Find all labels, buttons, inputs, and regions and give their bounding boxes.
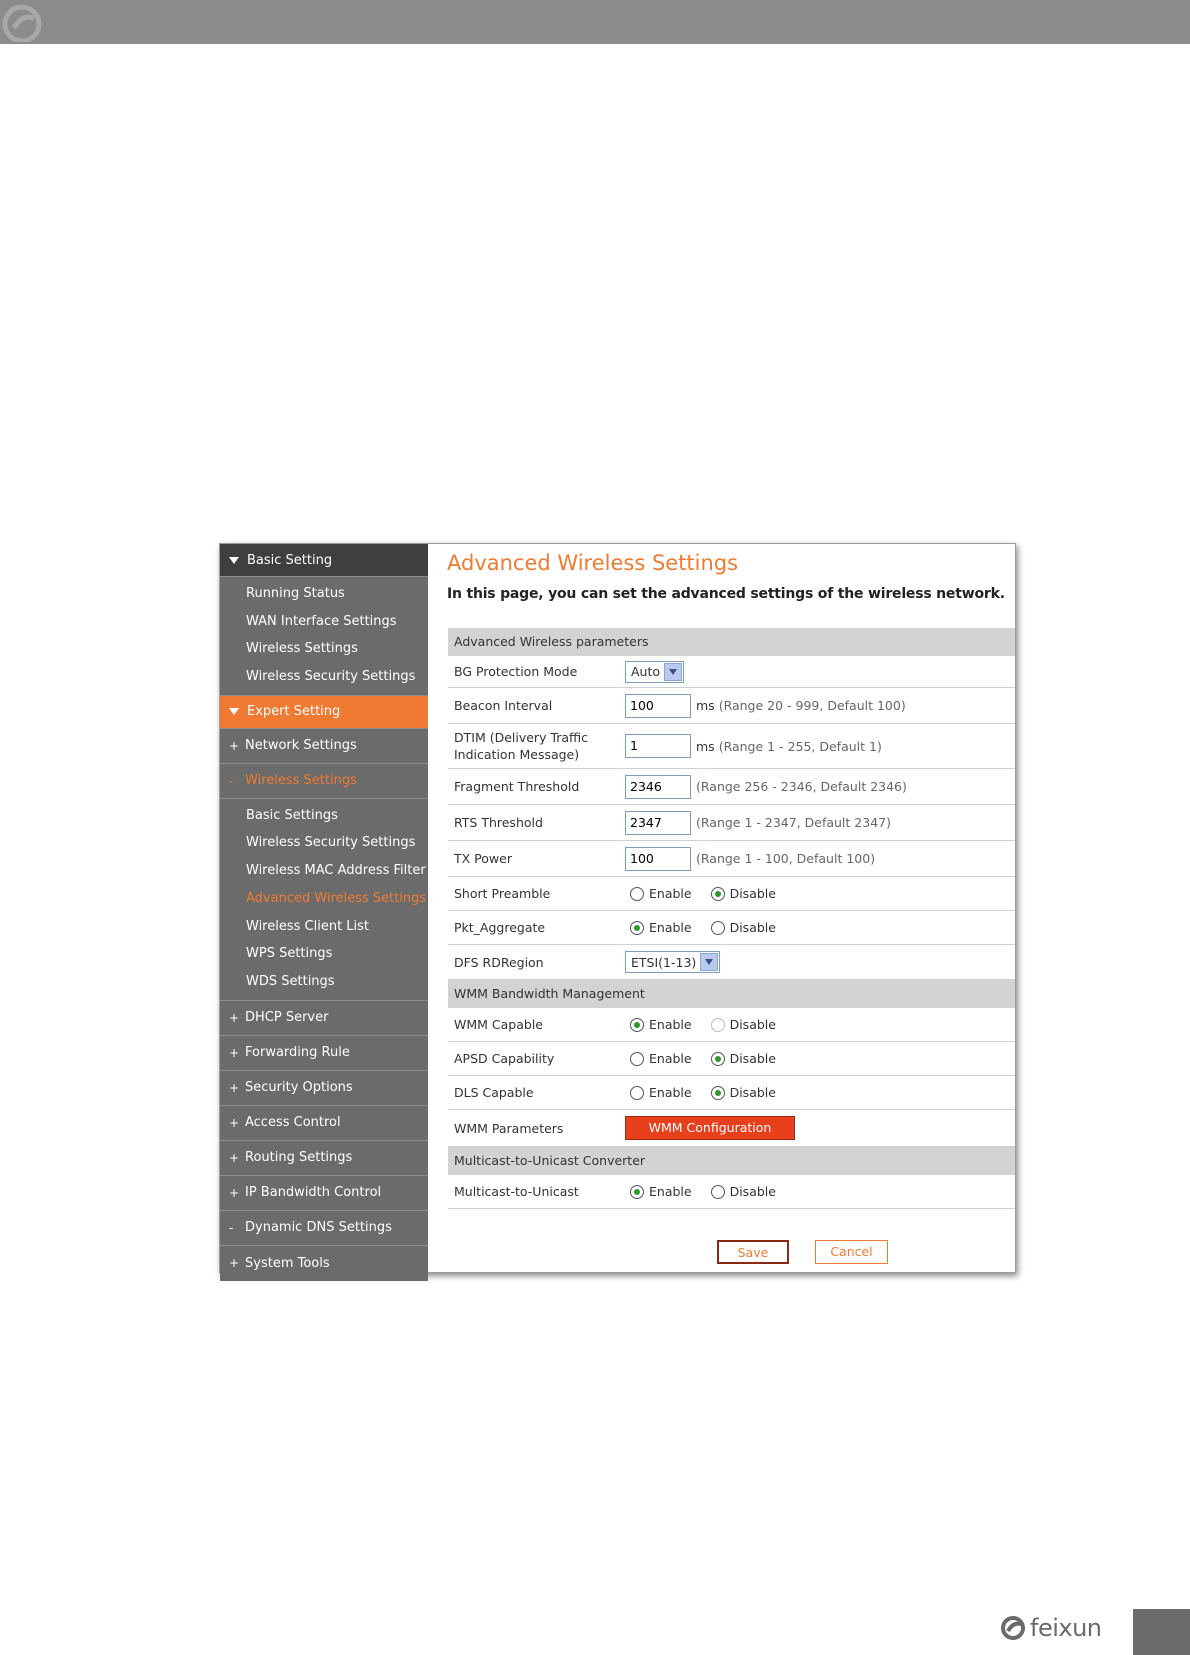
range-hint: (Range 256 - 2346, Default 2346) — [696, 779, 907, 794]
sidebar-section-label: Wireless Settings — [245, 773, 357, 789]
radio-on-icon — [630, 921, 644, 935]
sidebar-section-label: Basic Setting — [247, 552, 333, 568]
sidebar-section-basic-setting[interactable] — [220, 544, 428, 577]
plus-icon: + — [229, 1256, 240, 1271]
field-label: BG Protection Mode — [454, 664, 578, 679]
unit-label: ms — [696, 738, 715, 754]
radio-off-icon — [711, 1018, 725, 1032]
field-label: Short Preamble — [454, 886, 551, 901]
group-header-multicast-to-unicast: Multicast-to-Unicast Converter — [448, 1147, 1015, 1175]
dfs-rdregion-select[interactable] — [625, 951, 720, 973]
sidebar-item-wireless-security-settings[interactable]: Wireless Security Settings — [246, 835, 416, 851]
dtim-input[interactable]: 1 — [625, 734, 691, 758]
sidebar-section-security-options[interactable] — [220, 1071, 428, 1106]
sidebar-section-label: IP Bandwidth Control — [245, 1185, 382, 1201]
rts-threshold-input[interactable]: 2347 — [625, 811, 691, 835]
dls-enable-radio[interactable] — [630, 1085, 692, 1100]
sidebar-item-wireless-settings[interactable]: Wireless Settings — [246, 641, 358, 657]
field-label: Fragment Threshold — [454, 779, 580, 794]
radio-off-icon — [630, 887, 644, 901]
range-hint: (Range 20 - 999, Default 100) — [718, 698, 906, 713]
field-hint — [696, 739, 882, 754]
radio-on-icon — [711, 1086, 725, 1100]
field-label-line1: DTIM (Delivery Traffic — [454, 730, 588, 745]
minus-icon: - — [229, 1220, 234, 1235]
page-number-tab — [1133, 1609, 1190, 1655]
group-header-wmm-bandwidth-management: WMM Bandwidth Management — [448, 980, 1015, 1008]
range-hint: (Range 1 - 255, Default 1) — [718, 738, 882, 754]
chevron-down-icon — [664, 663, 682, 681]
sidebar-section-access-control[interactable] — [220, 1106, 428, 1141]
short-preamble-disable-radio[interactable] — [711, 886, 776, 901]
page-title: Advanced Wireless Settings — [447, 551, 739, 575]
brand-logo-icon — [2, 4, 44, 42]
wmm-configuration-button[interactable]: WMM Configuration — [625, 1116, 795, 1140]
fragment-threshold-input[interactable]: 2346 — [625, 775, 691, 799]
radio-off-icon — [711, 1185, 725, 1199]
radio-on-icon — [711, 1052, 725, 1066]
field-label: DLS Capable — [454, 1085, 534, 1100]
short-preamble-enable-radio[interactable] — [630, 886, 692, 901]
sidebar-item-wds-settings[interactable]: WDS Settings — [246, 973, 335, 989]
sidebar-section-expert-setting[interactable] — [220, 696, 428, 729]
row-apsd-capability — [448, 1042, 1015, 1076]
router-ui-screenshot — [219, 543, 1016, 1273]
apsd-enable-radio[interactable] — [630, 1051, 692, 1066]
row-dfs-rdregion — [448, 945, 1015, 980]
tx-power-input[interactable]: 100 — [625, 847, 691, 871]
field-label: WMM Parameters — [454, 1120, 564, 1136]
bg-protection-mode-select[interactable] — [625, 661, 684, 683]
row-rts-threshold — [448, 805, 1015, 841]
row-wmm-parameters — [448, 1110, 1015, 1147]
save-button[interactable]: Save — [717, 1240, 789, 1264]
radio-on-icon — [711, 887, 725, 901]
sidebar-item-advanced-wireless-settings[interactable]: Advanced Wireless Settings — [246, 890, 427, 906]
radio-label: Disable — [729, 1184, 776, 1199]
radio-label: Enable — [649, 1085, 692, 1100]
field-label — [448, 729, 625, 763]
radio-off-icon — [630, 1086, 644, 1100]
multicast-enable-radio[interactable] — [630, 1184, 692, 1199]
settings-form — [448, 628, 1015, 1209]
sidebar-section-label: Dynamic DNS Settings — [245, 1220, 392, 1236]
plus-icon: + — [229, 1045, 240, 1060]
field-label: WMM Capable — [454, 1017, 543, 1032]
radio-label: Enable — [649, 886, 692, 901]
sidebar-section-network-settings[interactable] — [220, 729, 428, 764]
sidebar-section-label: Forwarding Rule — [245, 1045, 350, 1061]
sidebar-section-label: DHCP Server — [245, 1010, 329, 1026]
top-header-bar — [0, 0, 1190, 44]
sidebar-section-label: System Tools — [245, 1255, 330, 1271]
footer-brand-logo — [1000, 1612, 1102, 1644]
sidebar-section-system-tools[interactable] — [220, 1246, 428, 1281]
radio-label: Disable — [729, 920, 776, 935]
chevron-down-icon — [700, 953, 718, 971]
sidebar-section-forwarding-rule[interactable] — [220, 1036, 428, 1071]
field-label: TX Power — [454, 851, 512, 866]
field-label: DFS RDRegion — [454, 954, 544, 970]
sidebar-section-label: Access Control — [245, 1115, 341, 1131]
field-hint — [696, 698, 906, 713]
pkt-aggregate-disable-radio[interactable] — [711, 920, 776, 935]
sidebar-item-wireless-client-list[interactable]: Wireless Client List — [246, 918, 370, 934]
unit-label: ms — [696, 698, 715, 713]
sidebar-section-ip-bandwidth-control[interactable] — [220, 1176, 428, 1211]
field-label: Beacon Interval — [454, 698, 553, 713]
wireless-settings-list — [220, 799, 428, 1001]
radio-label: Enable — [649, 920, 692, 935]
plus-icon: + — [229, 1185, 240, 1200]
select-value: ETSI(1-13) — [631, 954, 697, 970]
sidebar-section-label: Network Settings — [245, 738, 357, 754]
field-label: RTS Threshold — [454, 815, 543, 830]
wmm-capable-disable-radio[interactable] — [711, 1017, 776, 1032]
radio-label: Disable — [729, 1051, 776, 1066]
radio-off-icon — [711, 921, 725, 935]
sidebar-item-wireless-security-settings[interactable]: Wireless Security Settings — [246, 669, 416, 685]
radio-on-icon — [630, 1185, 644, 1199]
radio-label: Enable — [649, 1184, 692, 1199]
field-label: APSD Capability — [454, 1051, 555, 1066]
page-description: In this page, you can set the advanced settings of the wireless network. — [447, 586, 1005, 602]
field-label-line2: Indication Message) — [454, 747, 580, 762]
sidebar-item-wps-settings[interactable]: WPS Settings — [246, 946, 333, 962]
radio-on-icon — [630, 1018, 644, 1032]
plus-icon: + — [229, 1115, 240, 1130]
row-wmm-capable — [448, 1008, 1015, 1042]
row-bg-protection-mode — [448, 656, 1015, 688]
dls-disable-radio[interactable] — [711, 1085, 776, 1100]
plus-icon: + — [229, 738, 240, 753]
row-tx-power — [448, 841, 1015, 877]
radio-label: Disable — [729, 1085, 776, 1100]
sidebar-item-wireless-mac-address-filter[interactable]: Wireless MAC Address Filter — [246, 863, 426, 879]
brand-name: feixun — [1030, 1614, 1102, 1642]
range-hint: (Range 1 - 2347, Default 2347) — [696, 815, 891, 830]
multicast-disable-radio[interactable] — [711, 1184, 776, 1199]
triangle-down-icon — [229, 557, 239, 564]
radio-label: Disable — [729, 886, 776, 901]
triangle-down-icon — [229, 708, 239, 715]
form-actions — [428, 1240, 1015, 1266]
radio-label: Disable — [729, 1017, 776, 1032]
basic-setting-list — [220, 577, 428, 696]
apsd-disable-radio[interactable] — [711, 1051, 776, 1066]
plus-icon: + — [229, 1080, 240, 1095]
main-content — [428, 544, 1015, 1272]
plus-icon: + — [229, 1010, 240, 1025]
feixun-logo-icon — [1000, 1615, 1026, 1641]
row-beacon-interval — [448, 688, 1015, 724]
minus-icon: - — [229, 773, 234, 788]
radio-off-icon — [630, 1052, 644, 1066]
row-pkt-aggregate — [448, 911, 1015, 945]
radio-label: Enable — [649, 1051, 692, 1066]
field-label: Multicast-to-Unicast — [454, 1184, 579, 1199]
field-label: Pkt_Aggregate — [454, 920, 546, 935]
plus-icon: + — [229, 1150, 240, 1165]
sidebar-section-routing-settings[interactable] — [220, 1141, 428, 1176]
sidebar-section-label: Routing Settings — [245, 1150, 353, 1166]
range-hint: (Range 1 - 100, Default 100) — [696, 851, 876, 866]
cancel-button[interactable]: Cancel — [815, 1240, 888, 1264]
sidebar-item-basic-settings[interactable]: Basic Settings — [246, 807, 338, 823]
row-dtim — [448, 724, 1015, 769]
wmm-capable-enable-radio[interactable] — [630, 1017, 692, 1032]
sidebar-section-dhcp-server[interactable] — [220, 1001, 428, 1036]
sidebar — [220, 544, 428, 1272]
pkt-aggregate-enable-radio[interactable] — [630, 920, 692, 935]
sidebar-section-wireless-settings[interactable] — [220, 764, 428, 799]
sidebar-section-label: Expert Setting — [247, 704, 341, 720]
row-fragment-threshold — [448, 769, 1015, 805]
row-short-preamble — [448, 877, 1015, 911]
radio-label: Enable — [649, 1017, 692, 1032]
sidebar-section-label: Security Options — [245, 1080, 353, 1096]
select-value: Auto — [631, 664, 661, 679]
row-multicast-to-unicast — [448, 1175, 1015, 1209]
sidebar-section-dynamic-dns-settings[interactable] — [220, 1211, 428, 1246]
row-dls-capable — [448, 1076, 1015, 1110]
sidebar-item-running-status[interactable]: Running Status — [246, 586, 345, 601]
group-header-advanced-wireless-parameters: Advanced Wireless parameters — [448, 628, 1015, 656]
beacon-interval-input[interactable]: 100 — [625, 694, 691, 718]
sidebar-item-wan-interface-settings[interactable]: WAN Interface Settings — [246, 613, 397, 629]
